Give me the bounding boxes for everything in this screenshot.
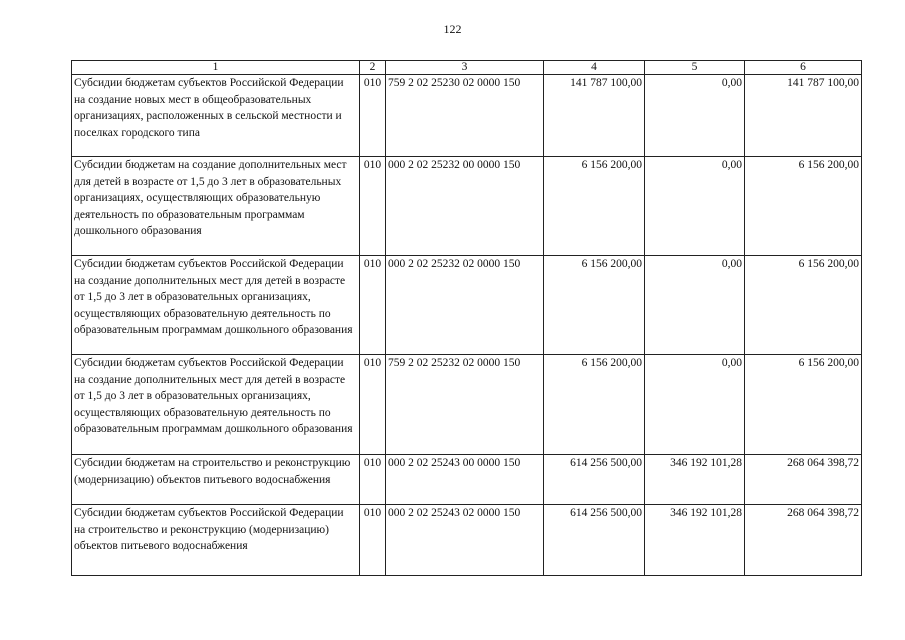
row-description: Субсидии бюджетам субъектов Российской Федерации на строительство и реконструкцию (модернизацию) объектов питьевого водоснабжения: [72, 505, 360, 576]
row-col4-amount: 6 156 200,00: [544, 157, 645, 256]
row-col4-amount: 614 256 500,00: [544, 505, 645, 576]
table-row: [72, 355, 862, 455]
row-col6-amount: 6 156 200,00: [745, 355, 862, 455]
row-budget-code: 000 2 02 25232 02 0000 150: [386, 256, 544, 355]
header-col-3: 3: [386, 61, 544, 75]
row-col6-amount: 6 156 200,00: [745, 157, 862, 256]
row-description: Субсидии бюджетам субъектов Российской Федерации на создание дополнительных мест для детей в возрасте от 1,5 до 3 лет в образовательных организациях, осуществляющих образовательную деятельность по образовательным программам дошкольного образования: [72, 256, 360, 355]
row-admin-code: 010: [360, 256, 386, 355]
row-col4-amount: 614 256 500,00: [544, 455, 645, 505]
table-header: [72, 61, 862, 75]
table-row: [72, 157, 862, 256]
row-col4-amount: 141 787 100,00: [544, 75, 645, 157]
row-description: Субсидии бюджетам на создание дополнительных мест для детей в возрасте от 1,5 до 3 лет в образовательных организациях, осуществляющих образовательную деятельность по образовательным программам дошкольного образования: [72, 157, 360, 256]
row-budget-code: 000 2 02 25232 00 0000 150: [386, 157, 544, 256]
row-col6-amount: 141 787 100,00: [745, 75, 862, 157]
row-budget-code: 759 2 02 25230 02 0000 150: [386, 75, 544, 157]
row-description: Субсидии бюджетам субъектов Российской Федерации на создание новых мест в общеобразовательных организациях, расположенных в сельской местности и поселках городского типа: [72, 75, 360, 157]
table-body: [72, 75, 862, 576]
header-col-5: 5: [645, 61, 745, 75]
table-row: [72, 505, 862, 576]
table-row: [72, 455, 862, 505]
row-col5-amount: 0,00: [645, 355, 745, 455]
row-col6-amount: 268 064 398,72: [745, 455, 862, 505]
row-budget-code: 000 2 02 25243 02 0000 150: [386, 505, 544, 576]
row-description: Субсидии бюджетам на строительство и реконструкцию (модернизацию) объектов питьевого водоснабжения: [72, 455, 360, 505]
row-col4-amount: 6 156 200,00: [544, 256, 645, 355]
row-col5-amount: 346 192 101,28: [645, 505, 745, 576]
row-col5-amount: 0,00: [645, 157, 745, 256]
row-admin-code: 010: [360, 75, 386, 157]
row-description: Субсидии бюджетам субъектов Российской Федерации на создание дополнительных мест для детей в возрасте от 1,5 до 3 лет в образовательных организациях, осуществляющих образовательную деятельность по образовательным программам дошкольного образования: [72, 355, 360, 455]
table-row: [72, 75, 862, 157]
row-budget-code: 000 2 02 25243 00 0000 150: [386, 455, 544, 505]
row-col6-amount: 268 064 398,72: [745, 505, 862, 576]
header-col-1: 1: [72, 61, 360, 75]
row-col6-amount: 6 156 200,00: [745, 256, 862, 355]
row-admin-code: 010: [360, 157, 386, 256]
header-row: [72, 61, 862, 75]
page-number: 122: [443, 22, 462, 36]
table-row: [72, 256, 862, 355]
row-admin-code: 010: [360, 355, 386, 455]
row-col5-amount: 0,00: [645, 256, 745, 355]
row-col5-amount: 346 192 101,28: [645, 455, 745, 505]
row-col5-amount: 0,00: [645, 75, 745, 157]
row-admin-code: 010: [360, 505, 386, 576]
row-admin-code: 010: [360, 455, 386, 505]
header-col-4: 4: [544, 61, 645, 75]
header-col-2: 2: [360, 61, 386, 75]
budget-table: [71, 60, 862, 576]
row-budget-code: 759 2 02 25232 02 0000 150: [386, 355, 544, 455]
row-col4-amount: 6 156 200,00: [544, 355, 645, 455]
header-col-6: 6: [745, 61, 862, 75]
